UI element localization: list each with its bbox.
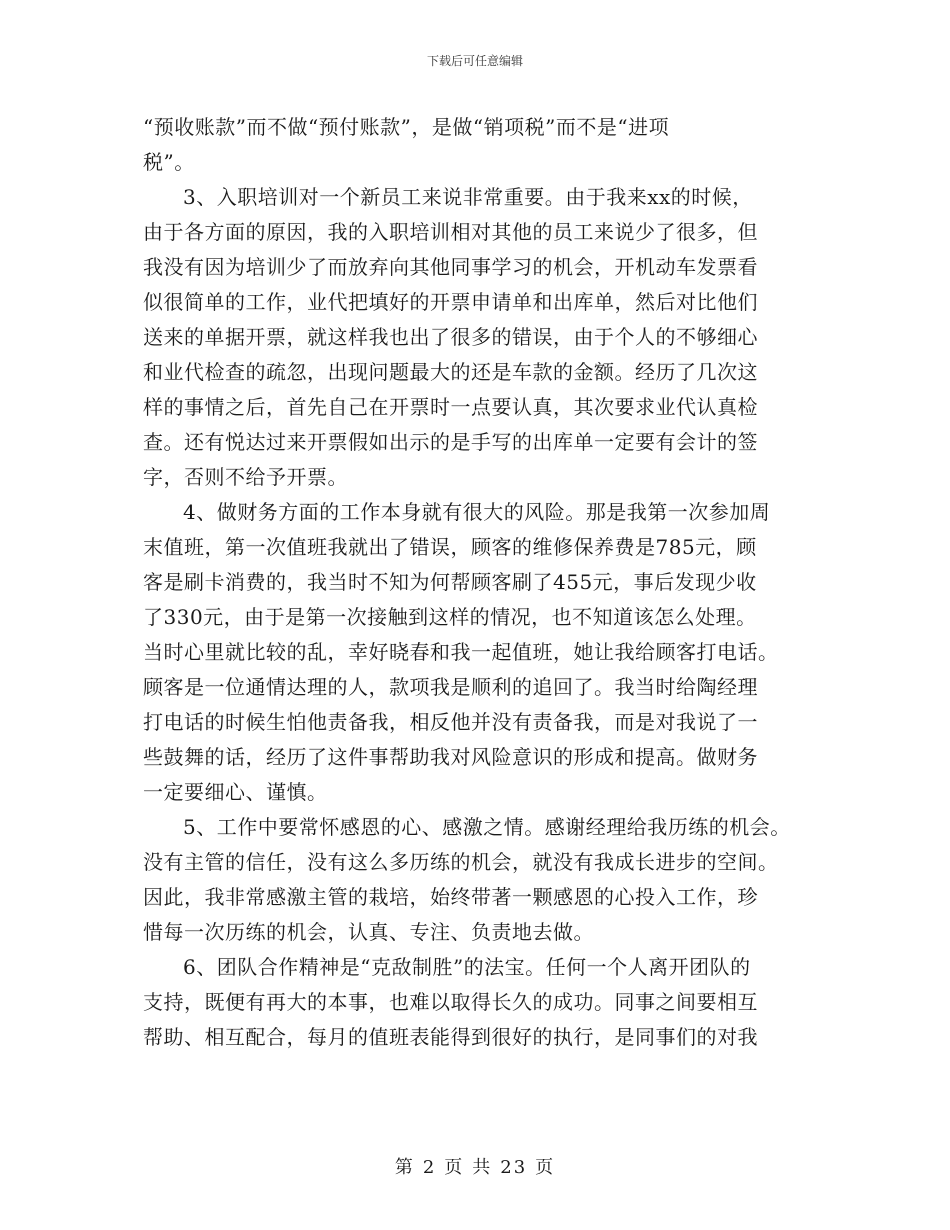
text-line: 打电话的时候生怕他责备我，相反他并没有责备我，而是对我说了一 xyxy=(143,710,758,734)
text-line: 一定要细心、谨慎。 xyxy=(143,780,328,804)
text-line: 支持，既便有再大的本事，也难以取得长久的成功。同事之间要相互 xyxy=(143,990,758,1014)
text-line: 了330元，由于是第一次接触到这样的情况，也不知道该怎么处理。 xyxy=(143,605,757,629)
footer-prefix: 第 xyxy=(394,1157,415,1178)
text-line: 惜每一次历练的机会，认真、专注、负责地去做。 xyxy=(143,920,594,944)
text-line: 3、入职培训对一个新员工来说非常重要。由于我来xx的时候， xyxy=(183,185,753,209)
footer-total-label: 共 xyxy=(472,1157,493,1178)
text-line: 我没有因为培训少了而放弃向其他同事学习的机会，开机动车发票看 xyxy=(143,255,758,279)
text-line: 字，否则不给予开票。 xyxy=(143,465,348,489)
footer-suffix: 页 xyxy=(535,1157,556,1178)
text-line: 因此，我非常感激主管的栽培，始终带著一颗感恩的心投入工作，珍 xyxy=(143,885,758,909)
text-line: 帮助、相互配合，每月的值班表能得到很好的执行，是同事们的对我 xyxy=(143,1025,758,1049)
text-line: “预收账款”而不做“预付账款”，是做“销项税”而不是“进项 xyxy=(143,115,670,139)
text-line: 6、团队合作精神是“克敌制胜”的法宝。任何一个人离开团队的 xyxy=(183,955,751,979)
text-line: 样的事情之后，首先自己在开票时一点要认真，其次要求业代认真检 xyxy=(143,395,758,419)
text-line: 似很简单的工作，业代把填好的开票申请单和出库单，然后对比他们 xyxy=(143,290,758,314)
text-line: 末值班，第一次值班我就出了错误，顾客的维修保养费是785元，顾 xyxy=(143,535,757,559)
text-line: 顾客是一位通情达理的人，款项我是顺利的追回了。我当时给陶经理 xyxy=(143,675,758,699)
text-line: 4、做财务方面的工作本身就有很大的风险。那是我第一次参加周 xyxy=(183,500,771,524)
page-header: 下载后可任意编辑 xyxy=(426,54,523,68)
text-line: 没有主管的信任，没有这么多历练的机会，就没有我成长进步的空间。 xyxy=(143,850,779,874)
text-line: 查。还有悦达过来开票假如出示的是手写的出库单一定要有会计的签 xyxy=(143,430,758,454)
text-line: 送来的单据开票，就这样我也出了很多的错误，由于个人的不够细心 xyxy=(143,325,758,349)
text-line: 税”。 xyxy=(143,150,195,174)
text-line: 些鼓舞的话，经历了这件事帮助我对风险意识的形成和提高。做财务 xyxy=(143,745,758,769)
text-line: 5、工作中要常怀感恩的心、感激之情。感谢经理给我历练的机会。 xyxy=(183,815,791,839)
text-line: 当时心里就比较的乱，幸好晓春和我一起值班，她让我给顾客打电话。 xyxy=(143,640,779,664)
document-body xyxy=(143,110,833,1055)
text-line: 和业代检查的疏忽，出现问题最大的还是车款的金额。经历了几次这 xyxy=(143,360,758,384)
text-line: 客是刷卡消费的，我当时不知为何帮顾客刷了455元，事后发现少收 xyxy=(143,570,757,594)
page-footer xyxy=(0,1153,950,1179)
footer-current-page: 2 xyxy=(422,1157,437,1178)
footer-total-pages: 23 xyxy=(500,1157,528,1178)
text-line: 由于各方面的原因，我的入职培训相对其他的员工来说少了很多，但 xyxy=(143,220,758,244)
footer-page-label: 页 xyxy=(444,1157,465,1178)
